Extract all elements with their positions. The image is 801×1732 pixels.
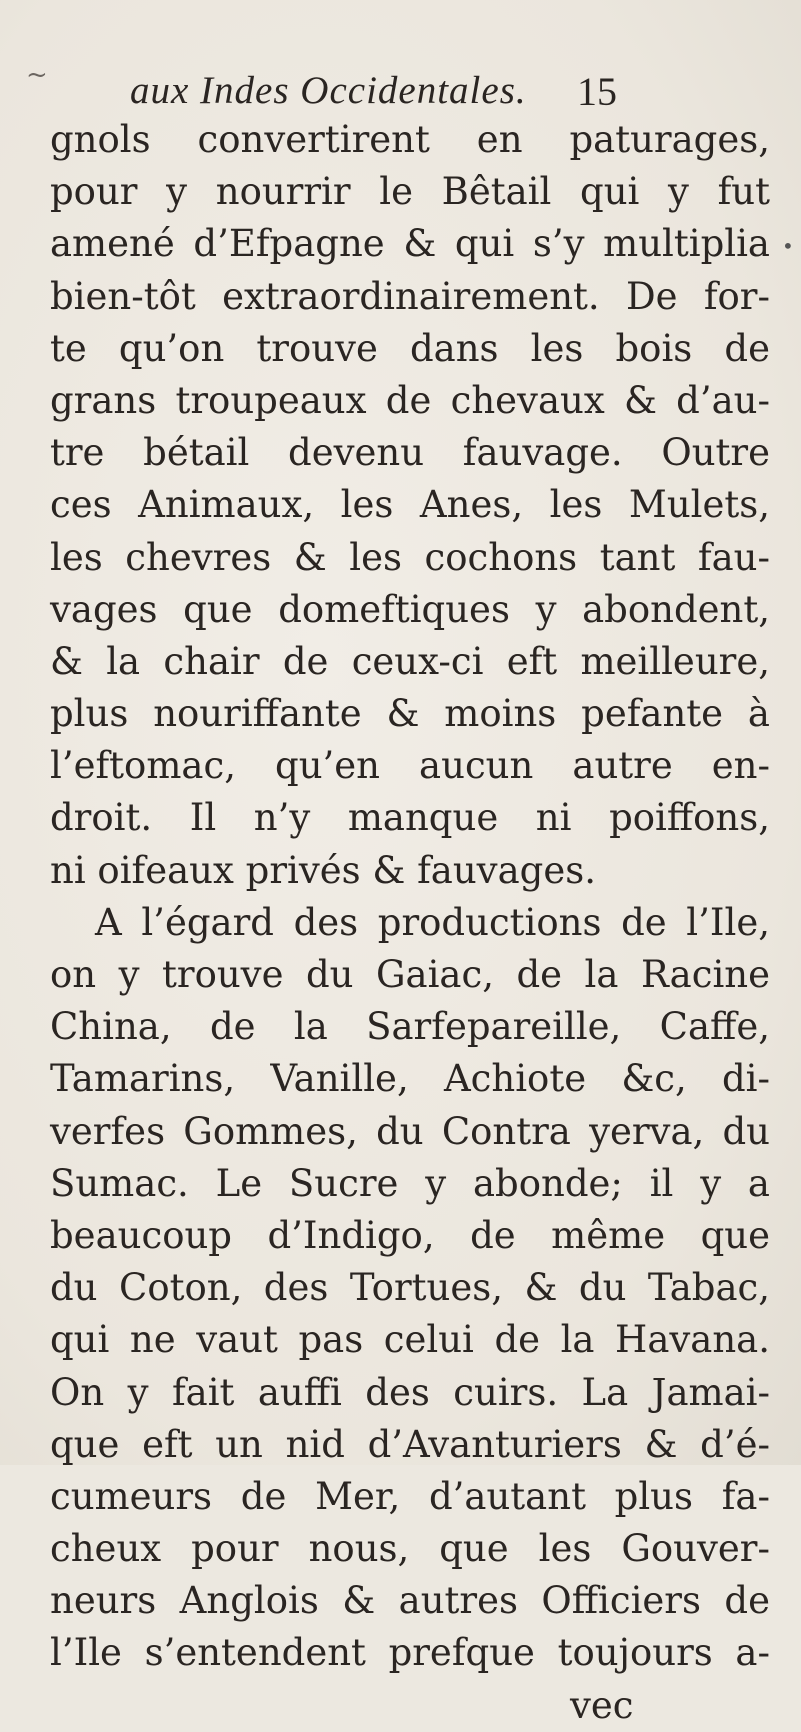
text-line: vages que domeftiques y abondent, bbox=[50, 587, 770, 631]
running-title: aux Indes Occidentales. bbox=[130, 69, 527, 112]
catchword: vec bbox=[570, 1683, 634, 1727]
text-line: droit. Il n’y manque ni poiffons, bbox=[50, 796, 770, 840]
text-line: l’eftomac, qu’en aucun autre en- bbox=[50, 744, 770, 788]
text-line: pour y nourrir le Bêtail qui y fut bbox=[50, 170, 770, 214]
text-line: bien-tôt extraordinairement. De for- bbox=[50, 274, 770, 318]
text-line: Sumac. Le Sucre y abonde; il y a bbox=[50, 1161, 770, 1205]
text-line: du Coton, des Tortues, & du Tabac, bbox=[50, 1266, 770, 1310]
margin-mark: • bbox=[782, 234, 794, 258]
text-line: grans troupeaux de chevaux & d’au- bbox=[50, 378, 770, 422]
corner-mark: ~ bbox=[26, 60, 48, 90]
text-line: qui ne vaut pas celui de la Havana. bbox=[50, 1318, 770, 1362]
text-line: ces Animaux, les Anes, les Mulets, bbox=[50, 483, 770, 527]
text-line: te qu’on trouve dans les bois de bbox=[50, 326, 770, 370]
text-line: Tamarins, Vanille, Achiote &c, di- bbox=[50, 1057, 770, 1101]
text-line: neurs Anglois & autres Officiers de bbox=[50, 1579, 770, 1623]
text-line: amené d’Efpagne & qui s’y multiplia bbox=[50, 222, 770, 266]
text-line: verfes Gommes, du Contra yerva, du bbox=[50, 1109, 770, 1153]
text-line: l’Ile s’entendent prefque toujours a- bbox=[50, 1631, 770, 1675]
text-line: tre bétail devenu fauvage. Outre bbox=[50, 431, 770, 475]
running-header bbox=[0, 60, 801, 118]
text-line: On y fait auffi des cuirs. La Jamai- bbox=[50, 1370, 770, 1414]
text-line: plus nouriffante & moins pefante à bbox=[50, 692, 770, 736]
text-line: & la chair de ceux-ci eft meilleure, bbox=[50, 639, 770, 683]
text-line: A l’égard des productions de l’Ile, bbox=[95, 900, 770, 944]
text-line: gnols convertirent en paturages, bbox=[50, 118, 770, 161]
text-line: China, de la Sarfepareille, Caffe, bbox=[50, 1005, 770, 1049]
text-line: beaucoup d’Indigo, de même que bbox=[50, 1213, 770, 1257]
text-line: cheux pour nous, que les Gouver- bbox=[50, 1527, 770, 1571]
text-line: cumeurs de Mer, d’autant plus fa- bbox=[50, 1474, 770, 1518]
text-line: les chevres & les cochons tant fau- bbox=[50, 535, 770, 579]
page-number: 15 bbox=[577, 69, 617, 114]
text-line: on y trouve du Gaiac, de la Racine bbox=[50, 953, 770, 996]
text-line: ni oifeaux privés & fauvages. bbox=[50, 848, 596, 892]
text-line: que eft un nid d’Avanturiers & d’é- bbox=[50, 1422, 770, 1466]
body-text bbox=[50, 114, 770, 1732]
